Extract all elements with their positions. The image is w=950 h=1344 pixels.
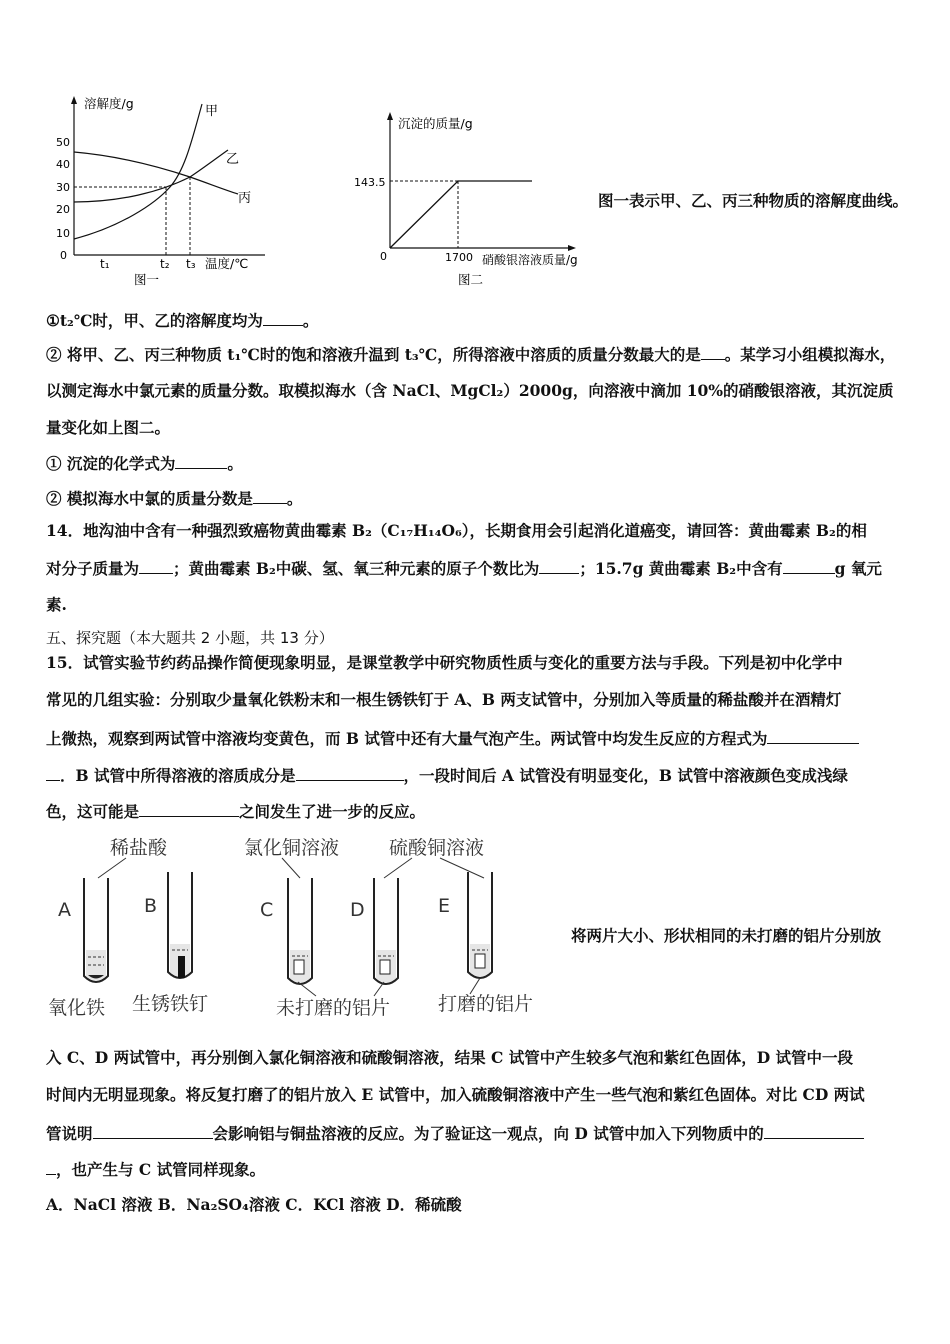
polished-aluminum-icon — [475, 954, 485, 968]
q15-line1: 15．试管实验节约药品操作简便现象明显，是课堂教学中研究物质性质与变化的重要方法与手段。下列是初中化学中 — [46, 653, 843, 672]
q15-options: A．NaCl 溶液 B．Na₂SO₄溶液 C．KCl 溶液 D．稀硫酸 — [46, 1195, 462, 1214]
curve-jia — [74, 104, 202, 239]
tube-letter-d: D — [350, 899, 365, 921]
q15-line3: 上微热，观察到两试管中溶液均变黄色，而 B 试管中还有大量气泡产生。两试管中均发生反应的方程式为 — [46, 727, 859, 750]
q13-line5: ① 沉淀的化学式为 。 — [46, 454, 243, 473]
answer-blank-2[interactable] — [701, 343, 725, 360]
q15-line5: 色，这可能是 之间发生了进一步的反应。 — [46, 802, 426, 821]
y-axis-label: 溶解度/g — [84, 96, 134, 111]
aluminum-piece-icon — [294, 960, 304, 974]
aluminum-piece-icon — [380, 960, 390, 974]
figure-solubility-chart — [40, 92, 280, 292]
pointer-a — [98, 858, 126, 878]
q14-line3: 素. — [46, 595, 67, 614]
section-5-heading: 五、探究题（本大题共 2 小题，共 13 分） — [46, 629, 334, 647]
q13-line2: ② 将甲、乙、丙三种物质 t₁℃时的饱和溶液升温到 t₃℃，所得溶液中溶质的质量分数最大的是 。某学习小组模拟海水， — [46, 345, 896, 364]
q13-line6: ② 模拟海水中氯的质量分数是 。 — [46, 489, 303, 508]
answer-blank-5[interactable] — [139, 557, 173, 574]
y-axis-label: 沉淀的质量/g — [398, 116, 473, 131]
label-polished-al: 打磨的铝片 — [438, 993, 534, 1015]
tube-b — [168, 872, 192, 978]
x-axis-label: 温度/℃ — [205, 256, 249, 271]
q15-line2: 常见的几组实验：分别取少量氧化铁粉末和一根生锈铁钉于 A、B 两支试管中，分别加入等质量的稀盐酸并在酒精灯 — [46, 690, 842, 709]
y-value-label: 143.5 — [354, 176, 386, 189]
q15-side-text: 将两片大小、形状相同的未打磨的铝片分别放 — [571, 926, 882, 945]
q15-line4: ．B 试管中所得溶液的溶质成分是 ，一段时间后 A 试管没有明显变化，B 试管中溶液颜色变成浅绿 — [46, 764, 848, 787]
x-value-label: 1700 — [445, 251, 473, 264]
curve-yi — [74, 150, 228, 202]
label-unpolished-al: 未打磨的铝片 — [276, 997, 391, 1019]
figure1-caption: 图一 — [134, 272, 160, 287]
q13-line3: 以测定海水中氯元素的质量分数。取模拟海水（含 NaCl、MgCl₂）2000g，向溶液中滴加 10%的硝酸银溶液，其沉淀质 — [46, 381, 894, 400]
precipitate-line — [390, 181, 532, 248]
y-tick-0: 0 — [60, 249, 67, 262]
answer-blank-6[interactable] — [539, 557, 579, 574]
curve-label-jia: 甲 — [205, 104, 219, 119]
x-axis-label: 硝酸银溶液质量/g — [482, 253, 578, 267]
label-cuso4-solution: 硫酸铜溶液 — [389, 837, 485, 859]
answer-blank-12[interactable] — [764, 1122, 864, 1139]
curve-bing — [74, 152, 238, 194]
figure-description: 图一表示甲、乙、丙三种物质的溶解度曲线。 — [598, 191, 909, 210]
answer-blank-8-cont[interactable] — [46, 764, 60, 781]
q13-line1: ①t₂℃时，甲、乙的溶解度均为 。 — [46, 311, 319, 330]
q15-line8: 管说明 会影响铝与铜盐溶液的反应。为了验证这一观点，向 D 试管中加入下列物质中的 — [46, 1122, 864, 1145]
curve-label-yi: 乙 — [226, 152, 240, 167]
answer-blank-4[interactable] — [253, 487, 287, 504]
pointer-al-d — [374, 982, 384, 996]
y-tick-40: 40 — [56, 158, 70, 171]
label-iron-oxide: 氧化铁 — [48, 997, 106, 1019]
q14-line1: 14．地沟油中含有一种强烈致癌物黄曲霉素 B₂（C₁₇H₁₄O₆），长期食用会引起消化道癌变，请回答：黄曲霉素 B₂的相 — [46, 521, 867, 540]
label-rusty-nail: 生锈铁钉 — [132, 993, 209, 1015]
tube-letter-a: A — [58, 899, 71, 921]
tube-c — [288, 878, 312, 984]
curve-label-bing: 丙 — [238, 191, 252, 206]
answer-blank-8[interactable] — [767, 727, 859, 744]
test-tube-figure — [44, 832, 544, 1022]
x-tick-t3: t₃ — [186, 257, 196, 271]
x-tick-t1: t₁ — [100, 257, 110, 271]
q13-line4: 量变化如上图二。 — [46, 418, 171, 437]
tube-a — [84, 878, 108, 982]
answer-blank-11[interactable] — [93, 1122, 213, 1139]
q15-line7: 时间内无明显现象。将反复打磨了的铝片放入 E 试管中，加入硫酸铜溶液中产生一些气泡和紫红色固体。对比 CD 两试 — [46, 1085, 865, 1104]
x-tick-t2: t₂ — [160, 257, 170, 271]
q14-line2: 对分子质量为 ；黄曲霉素 B₂中碳、氢、氧三种元素的原子个数比为 ；15.7g 黄曲霉素 B₂中含有 g 氧元 — [46, 559, 882, 578]
pointer-al-e — [470, 978, 480, 994]
answer-blank-1[interactable] — [263, 309, 303, 326]
answer-blank-9[interactable] — [296, 764, 404, 781]
label-cucl2-solution: 氯化铜溶液 — [244, 837, 340, 859]
tube-d — [374, 878, 398, 984]
pointer-d — [384, 858, 412, 878]
y-tick-20: 20 — [56, 203, 70, 216]
tube-letter-e: E — [438, 895, 451, 917]
tube-letter-b: B — [144, 895, 158, 917]
q15-line6: 入 C、D 两试管中，再分别倒入氯化铜溶液和硫酸铜溶液，结果 C 试管中产生较多气泡和紫红色固体，D 试管中一段 — [46, 1048, 854, 1067]
answer-blank-7[interactable] — [783, 557, 835, 574]
y-tick-10: 10 — [56, 227, 70, 240]
y-tick-30: 30 — [56, 181, 70, 194]
y-axis-arrow — [387, 112, 393, 120]
pointer-c — [282, 858, 300, 878]
answer-blank-3[interactable] — [175, 452, 227, 469]
pointer-e — [440, 858, 484, 878]
answer-blank-10[interactable] — [139, 800, 239, 817]
label-dilute-hcl: 稀盐酸 — [110, 837, 168, 859]
answer-blank-12-cont[interactable] — [46, 1158, 56, 1175]
y-tick-50: 50 — [56, 136, 70, 149]
origin-label: 0 — [380, 250, 387, 263]
figure2-caption: 图二 — [458, 272, 484, 287]
y-axis-arrow — [71, 96, 77, 104]
x-axis-arrow — [568, 245, 576, 251]
tube-e — [468, 872, 492, 978]
q15-line9: ，也产生与 C 试管同样现象。 — [46, 1158, 265, 1181]
pointer-al-c — [298, 982, 316, 996]
figure-precipitate-chart — [350, 108, 610, 293]
rusty-nail-icon — [178, 956, 185, 978]
tube-letter-c: C — [260, 899, 274, 921]
